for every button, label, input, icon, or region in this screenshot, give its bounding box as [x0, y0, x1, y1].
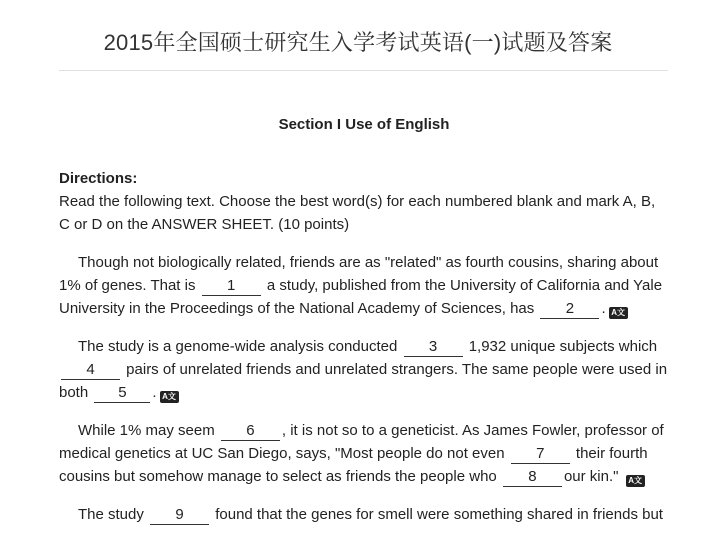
answer-blank-4: 4: [61, 360, 120, 380]
directions-label: Directions:: [59, 170, 138, 187]
directions-text: Read the following text. Choose the best word(s) for each numbered blank and mark A, B, C or D on the ANSWER SHEET. (10 points): [59, 193, 656, 233]
answer-blank-6: 6: [221, 421, 280, 441]
title-divider: [59, 70, 668, 71]
answer-blank-1: 1: [202, 276, 261, 296]
question-paragraph-2: [59, 335, 668, 404]
question-paragraph-3: [59, 419, 668, 488]
paragraph-text: our kin.": [563, 468, 619, 485]
translate-icon[interactable]: A文: [609, 307, 628, 319]
translate-icon[interactable]: A文: [626, 475, 645, 487]
question-paragraph-1: [59, 251, 668, 320]
paragraph-text: The study is a genome-wide analysis conducted: [78, 338, 398, 355]
answer-blank-9: 9: [150, 505, 209, 525]
page-title: 2015年全国硕士研究生入学考试英语(一)试题及答案: [103, 30, 613, 55]
paragraph-text: their fourth cousins but somehow manage to select as friends the people who: [59, 445, 648, 485]
paragraph-text: Though not biologically related, friends are as "related" as fourth cousins, sharing about 1% of genes. That is: [59, 254, 659, 294]
paragraph-text: 1,932 unique subjects which: [468, 338, 658, 355]
question-paragraph-4: [59, 503, 668, 526]
answer-blank-8: 8: [503, 467, 562, 487]
paragraph-text: a study, published from the University of California and Yale University in the Proceedings of the National Academy of Sciences, has: [59, 277, 663, 317]
paragraph-text: found that the genes for smell were something shared in friends but: [215, 506, 663, 523]
paragraph-text: , it is not so to a geneticist. As James Fowler, professor of medical genetics at UC San Diego, says, "Most people do not even: [59, 422, 664, 462]
paragraph-text: .: [601, 300, 606, 317]
section-heading: Section I Use of English: [278, 116, 450, 133]
answer-blank-7: 7: [511, 444, 570, 464]
answer-blank-2: 2: [540, 299, 599, 319]
article-body: [59, 167, 668, 541]
answer-blank-5: 5: [94, 383, 150, 403]
translate-icon[interactable]: A文: [160, 391, 179, 403]
paragraph-text: While 1% may seem: [78, 422, 215, 439]
paragraph-text: pairs of unrelated friends and unrelated strangers. The same people were used in both: [59, 361, 668, 401]
paragraph-text: The study: [78, 506, 144, 523]
paragraph-text: .: [152, 384, 157, 401]
answer-blank-3: 3: [404, 337, 463, 357]
